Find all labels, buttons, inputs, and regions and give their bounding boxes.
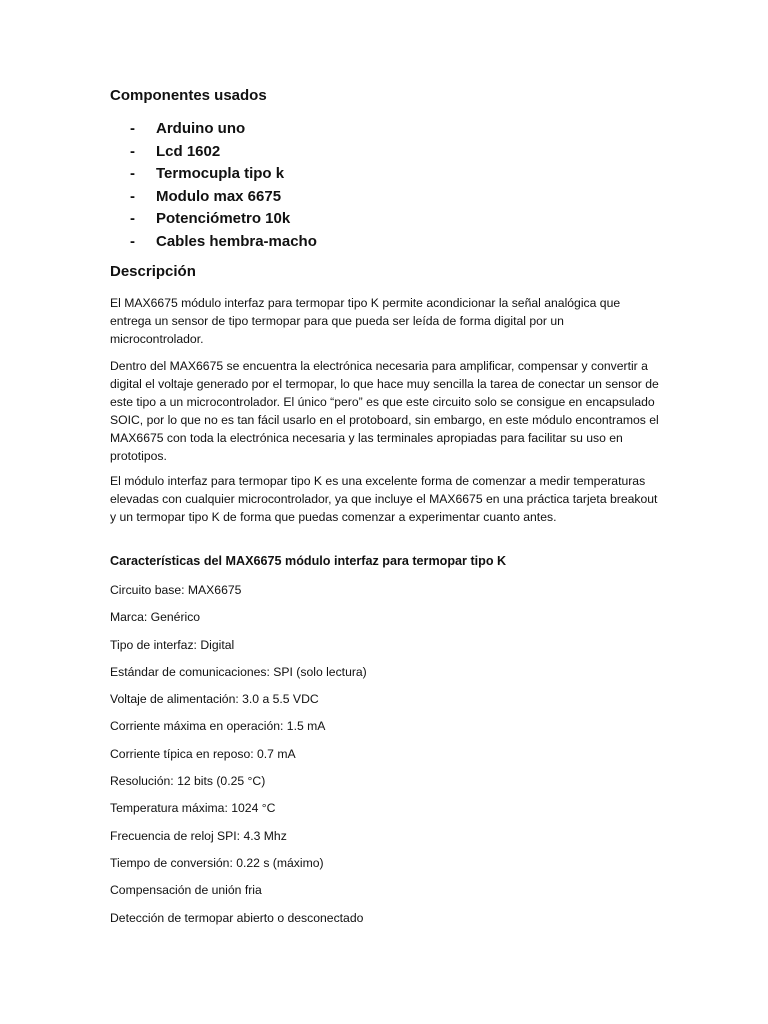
feature-item: Tiempo de conversión: 0.22 s (máximo) (110, 855, 324, 870)
description-heading: Descripción (110, 263, 196, 280)
component-label: Arduino uno (156, 120, 246, 137)
feature-item: Resolución: 12 bits (0.25 °C) (110, 774, 266, 789)
bullet-dash: - (130, 232, 135, 250)
component-label: Potenciómetro 10k (156, 210, 291, 227)
feature-item: Voltaje de alimentación: 3.0 a 5.5 VDC (110, 692, 319, 707)
component-label: Lcd 1602 (156, 142, 221, 160)
components-heading: Componentes usados (110, 87, 267, 104)
component-label: Cables hembra-macho (156, 232, 317, 250)
features-heading: Características del MAX6675 módulo interfaz para termopar tipo K (110, 554, 507, 568)
feature-item: Tipo de interfaz: Digital (110, 637, 235, 652)
bullet-dash: - (130, 210, 135, 227)
bullet-dash: - (130, 187, 135, 205)
component-label: Termocupla tipo k (156, 165, 285, 182)
bullet-dash: - (130, 165, 135, 182)
feature-item: Temperatura máxima: 1024 °C (110, 801, 276, 816)
description-paragraph-2: Dentro del MAX6675 se encuentra la electrónica necesaria para amplificar, compensar y convertir a digital el voltaje generado por el termopar, lo que hace muy sencilla la tarea de conectar un sensor de este tipo a un microcontrolador. El único “pero” es que este circuito solo se consigue en encapsulado SOIC, por lo que no es tan fácil usarlo en el protoboard, sin embargo, en este módulo encontramos el MAX6675 con toda la electrónica necesaria y las terminales apropiadas para facilitar su uso en prototipos. (110, 359, 659, 463)
description-paragraph-3: El módulo interfaz para termopar tipo K es una excelente forma de comenzar a medir temperaturas elevadas con cualquier microcontrolador, ya que incluye el MAX6675 en una práctica tarjeta breakout y un termopar tipo K de forma que puedas comenzar a experimentar cuanto antes. (110, 474, 658, 524)
bullet-dash: - (130, 120, 135, 137)
feature-item: Circuito base: MAX6675 (110, 583, 242, 597)
feature-item: Corriente típica en reposo: 0.7 mA (110, 746, 296, 761)
bullet-dash: - (130, 142, 135, 160)
features-list (110, 581, 367, 936)
feature-item: Frecuencia de reloj SPI: 4.3 Mhz (110, 828, 287, 843)
component-label: Modulo max 6675 (156, 187, 282, 205)
feature-item: Detección de termopar abierto o desconectado (110, 910, 364, 925)
description-paragraph-1: El MAX6675 módulo interfaz para termopar tipo K permite acondicionar la señal analógica que entrega un sensor de tipo termopar para que pueda ser leída de forma digital por un microcontrolador. (110, 296, 621, 346)
feature-item: Compensación de unión fria (110, 883, 262, 898)
feature-item: Estándar de comunicaciones: SPI (solo lectura) (110, 664, 367, 679)
feature-item: Corriente máxima en operación: 1.5 mA (110, 719, 326, 734)
feature-item: Marca: Genérico (110, 610, 201, 625)
